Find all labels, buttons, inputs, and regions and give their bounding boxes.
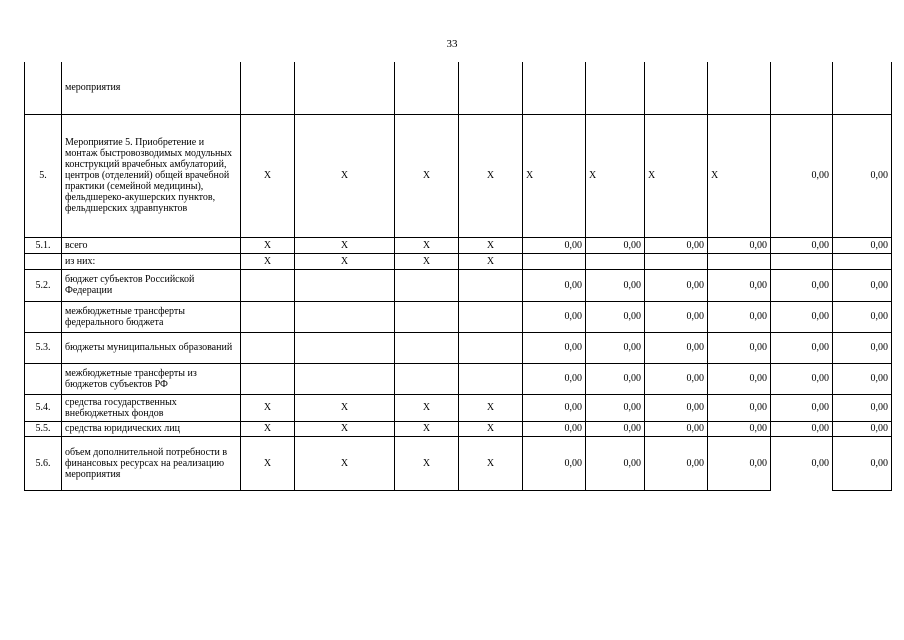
table-row bbox=[25, 421, 892, 436]
value-cell: X bbox=[523, 114, 586, 237]
value-cell: 0,00 bbox=[833, 114, 892, 237]
value-cell: 0,00 bbox=[586, 301, 645, 332]
value-cell bbox=[459, 332, 523, 363]
value-cell bbox=[241, 301, 295, 332]
value-cell: X bbox=[459, 436, 523, 490]
value-cell: 0,00 bbox=[833, 394, 892, 421]
value-cell bbox=[586, 253, 645, 269]
value-cell: 0,00 bbox=[708, 436, 771, 490]
value-cell: 0,00 bbox=[708, 269, 771, 301]
value-cell: 0,00 bbox=[586, 237, 645, 253]
row-name: из них: bbox=[62, 253, 241, 269]
table-row bbox=[25, 363, 892, 394]
value-cell bbox=[295, 62, 395, 114]
value-cell: 0,00 bbox=[833, 301, 892, 332]
value-cell: 0,00 bbox=[645, 394, 708, 421]
value-cell bbox=[645, 62, 708, 114]
value-cell bbox=[771, 253, 833, 269]
value-cell: 0,00 bbox=[708, 394, 771, 421]
value-cell: 0,00 bbox=[645, 332, 708, 363]
row-name: средства юридических лиц bbox=[62, 421, 241, 436]
value-cell: 0,00 bbox=[523, 269, 586, 301]
value-cell: X bbox=[395, 253, 459, 269]
value-cell: 0,00 bbox=[645, 436, 708, 490]
value-cell: 0,00 bbox=[708, 421, 771, 436]
value-cell: X bbox=[459, 237, 523, 253]
value-cell: 0,00 bbox=[586, 436, 645, 490]
table-row bbox=[25, 436, 892, 490]
row-name: всего bbox=[62, 237, 241, 253]
value-cell: 0,00 bbox=[771, 421, 833, 436]
value-cell: 0,00 bbox=[523, 436, 586, 490]
row-name: бюджет субъектов Российской Федерации bbox=[62, 269, 241, 301]
value-cell: X bbox=[241, 114, 295, 237]
value-cell bbox=[295, 332, 395, 363]
financing-table bbox=[24, 62, 892, 491]
row-number bbox=[25, 301, 62, 332]
value-cell: 0,00 bbox=[771, 436, 833, 490]
value-cell: 0,00 bbox=[833, 421, 892, 436]
value-cell bbox=[395, 269, 459, 301]
value-cell: 0,00 bbox=[833, 436, 892, 490]
value-cell bbox=[459, 301, 523, 332]
row-number bbox=[25, 363, 62, 394]
value-cell: 0,00 bbox=[708, 332, 771, 363]
row-number bbox=[25, 253, 62, 269]
value-cell: 0,00 bbox=[523, 301, 586, 332]
table-row bbox=[25, 62, 892, 114]
value-cell: X bbox=[241, 394, 295, 421]
value-cell: 0,00 bbox=[586, 363, 645, 394]
value-cell: 0,00 bbox=[523, 237, 586, 253]
value-cell bbox=[771, 62, 833, 114]
table-row bbox=[25, 332, 892, 363]
value-cell: X bbox=[395, 421, 459, 436]
value-cell bbox=[459, 62, 523, 114]
value-cell: 0,00 bbox=[771, 363, 833, 394]
row-name: средства государственных внебюджетных фондов bbox=[62, 394, 241, 421]
value-cell: 0,00 bbox=[523, 394, 586, 421]
value-cell: 0,00 bbox=[523, 421, 586, 436]
value-cell bbox=[295, 301, 395, 332]
value-cell: 0,00 bbox=[523, 363, 586, 394]
value-cell: 0,00 bbox=[645, 269, 708, 301]
row-name: мероприятия bbox=[62, 62, 241, 114]
value-cell: 0,00 bbox=[586, 421, 645, 436]
value-cell bbox=[459, 363, 523, 394]
row-name: объем дополнительной потребности в финансовых ресурсах на реализацию мероприятия bbox=[62, 436, 241, 490]
value-cell bbox=[833, 253, 892, 269]
value-cell: X bbox=[459, 394, 523, 421]
value-cell: X bbox=[395, 394, 459, 421]
value-cell: 0,00 bbox=[708, 237, 771, 253]
table-row bbox=[25, 394, 892, 421]
row-name: Мероприятие 5. Приобретение и монтаж быстровозводимых модульных конструкций врачебных амбулаторий, центров (отделений) общей врачебной практики (семейной медицины), фельдшереко-акушерских пунктов, фельдшерских здравпунктов bbox=[62, 114, 241, 237]
value-cell: X bbox=[241, 253, 295, 269]
value-cell: 0,00 bbox=[771, 332, 833, 363]
value-cell: 0,00 bbox=[586, 269, 645, 301]
value-cell: 0,00 bbox=[833, 237, 892, 253]
value-cell bbox=[708, 253, 771, 269]
row-number: 5.1. bbox=[25, 237, 62, 253]
value-cell: X bbox=[459, 114, 523, 237]
row-number: 5.3. bbox=[25, 332, 62, 363]
value-cell: X bbox=[295, 436, 395, 490]
table-row bbox=[25, 269, 892, 301]
value-cell: X bbox=[645, 114, 708, 237]
value-cell: X bbox=[295, 237, 395, 253]
value-cell: 0,00 bbox=[771, 114, 833, 237]
value-cell: X bbox=[459, 253, 523, 269]
value-cell: 0,00 bbox=[586, 332, 645, 363]
value-cell: X bbox=[295, 421, 395, 436]
row-number: 5.6. bbox=[25, 436, 62, 490]
value-cell: X bbox=[459, 421, 523, 436]
value-cell bbox=[395, 332, 459, 363]
table-row bbox=[25, 237, 892, 253]
value-cell: X bbox=[586, 114, 645, 237]
row-number: 5.2. bbox=[25, 269, 62, 301]
value-cell bbox=[586, 62, 645, 114]
value-cell: 0,00 bbox=[645, 363, 708, 394]
row-number bbox=[25, 62, 62, 114]
value-cell bbox=[708, 62, 771, 114]
value-cell: 0,00 bbox=[833, 269, 892, 301]
value-cell: 0,00 bbox=[708, 363, 771, 394]
value-cell: 0,00 bbox=[645, 301, 708, 332]
value-cell: 0,00 bbox=[771, 394, 833, 421]
value-cell: 0,00 bbox=[586, 394, 645, 421]
value-cell: 0,00 bbox=[771, 301, 833, 332]
value-cell: 0,00 bbox=[771, 269, 833, 301]
row-name: межбюджетные трансферты федерального бюджета bbox=[62, 301, 241, 332]
value-cell bbox=[241, 363, 295, 394]
value-cell: X bbox=[295, 114, 395, 237]
value-cell bbox=[295, 269, 395, 301]
value-cell: X bbox=[395, 114, 459, 237]
table-row bbox=[25, 253, 892, 269]
value-cell bbox=[395, 363, 459, 394]
value-cell bbox=[241, 332, 295, 363]
value-cell: X bbox=[395, 237, 459, 253]
value-cell bbox=[459, 269, 523, 301]
value-cell: 0,00 bbox=[645, 237, 708, 253]
row-number: 5.4. bbox=[25, 394, 62, 421]
row-name: бюджеты муниципальных образований bbox=[62, 332, 241, 363]
value-cell: X bbox=[395, 436, 459, 490]
value-cell: 0,00 bbox=[645, 421, 708, 436]
value-cell: 0,00 bbox=[833, 332, 892, 363]
value-cell: X bbox=[241, 436, 295, 490]
value-cell: 0,00 bbox=[523, 332, 586, 363]
value-cell: 0,00 bbox=[771, 237, 833, 253]
row-number: 5. bbox=[25, 114, 62, 237]
table-row bbox=[25, 114, 892, 237]
value-cell: 0,00 bbox=[708, 301, 771, 332]
value-cell bbox=[645, 253, 708, 269]
value-cell bbox=[241, 269, 295, 301]
value-cell bbox=[833, 62, 892, 114]
value-cell: 0,00 bbox=[833, 363, 892, 394]
value-cell bbox=[523, 253, 586, 269]
row-number: 5.5. bbox=[25, 421, 62, 436]
row-name: межбюджетные трансферты из бюджетов субъектов РФ bbox=[62, 363, 241, 394]
value-cell: X bbox=[295, 394, 395, 421]
page-number: 33 bbox=[446, 38, 458, 50]
value-cell: X bbox=[295, 253, 395, 269]
table-row bbox=[25, 301, 892, 332]
value-cell: X bbox=[241, 237, 295, 253]
value-cell bbox=[395, 301, 459, 332]
value-cell bbox=[395, 62, 459, 114]
value-cell: X bbox=[708, 114, 771, 237]
value-cell bbox=[295, 363, 395, 394]
value-cell bbox=[523, 62, 586, 114]
value-cell bbox=[241, 62, 295, 114]
value-cell: X bbox=[241, 421, 295, 436]
